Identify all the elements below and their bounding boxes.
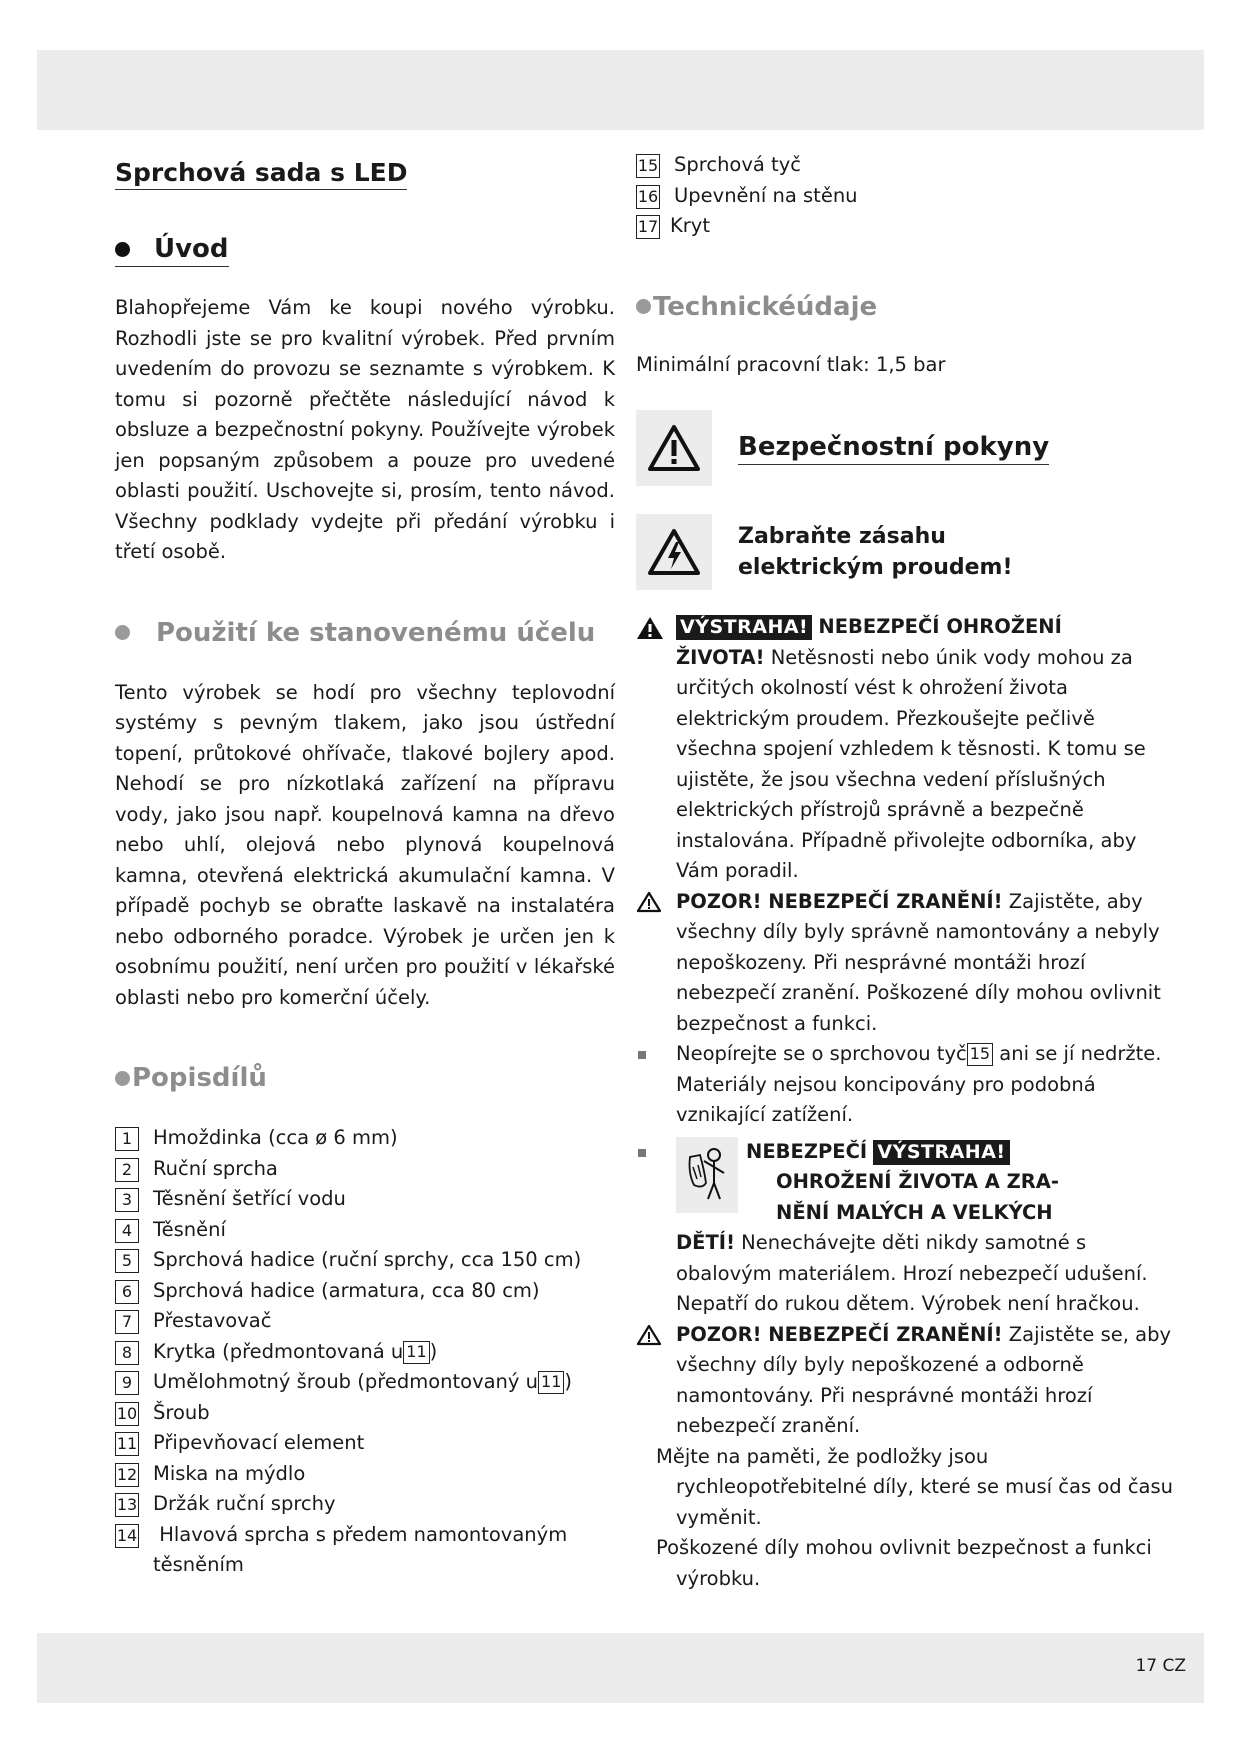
- tech-heading: [636, 292, 877, 324]
- right-column: [636, 150, 1176, 1594]
- part-label-suffix: ): [429, 1339, 438, 1363]
- list-item: [115, 1276, 615, 1307]
- part-label-suffix: ): [564, 1370, 572, 1393]
- list-item: [115, 1459, 615, 1490]
- part-number: 12: [115, 1463, 139, 1487]
- part-number: 16: [636, 185, 660, 209]
- warning-text-cont: ani se jí nedržte. Materiály nejsou koncipovány pro podobná vznikající zatížení.: [676, 1042, 1162, 1126]
- warning-injury-1: [636, 887, 1176, 1040]
- bullet-icon: [115, 242, 130, 257]
- part-number: 13: [115, 1493, 139, 1517]
- warning-text: Neopírejte se o sprchovou tyč: [676, 1042, 967, 1065]
- parts-list-continued: [636, 150, 1176, 242]
- part-number: 2: [115, 1158, 139, 1182]
- warning-triangle-icon: [636, 1324, 662, 1346]
- part-label: [153, 1367, 572, 1398]
- part-number: 10: [115, 1402, 139, 1426]
- left-column: [115, 150, 615, 1581]
- part-number: 17: [636, 215, 660, 239]
- warning-triangle-icon: [646, 423, 702, 473]
- child-with-bag-icon: [684, 1143, 730, 1207]
- part-number: 9: [115, 1371, 139, 1395]
- list-item: [115, 1306, 615, 1337]
- part-label-text: Umělohmotný šroub (předmontovaný u: [153, 1370, 539, 1393]
- damaged-parts-note: Poškozené díly mohou ovlivnit bezpečnost a funkci výrobku.: [656, 1536, 1152, 1590]
- warning-title-prefix: NEBEZPEČÍ: [746, 1139, 868, 1163]
- list-item: [636, 150, 1176, 181]
- list-item: [115, 1245, 615, 1276]
- part-label: Sprchová tyč: [674, 153, 801, 176]
- page-number: 17 CZ: [1135, 1656, 1186, 1676]
- part-label: Hlavová sprcha s předem namontovaným těsněním: [153, 1522, 574, 1576]
- part-label: Těsnění: [153, 1217, 226, 1241]
- part-label: Přestavovač: [153, 1309, 272, 1332]
- tech-text: Minimální pracovní tlak: 1,5 bar: [636, 352, 946, 376]
- part-label: Šroub: [153, 1400, 210, 1424]
- intro-heading: [115, 234, 229, 267]
- list-item: [115, 1154, 615, 1185]
- warning-title-cont: NĚNÍ MALÝCH A VELKÝCH: [776, 1200, 1053, 1224]
- washer-note: Mějte na paměti, že podložky jsou rychleopotřebitelné díly, které se musí čas od času vyměnit.: [656, 1444, 1174, 1529]
- list-item: [115, 1123, 615, 1154]
- intro-text: Blahopřejeme Vám ke koupi nového výrobku. Rozhodli jste se pro kvalitní výrobek. Před prvním uvedením do provozu se seznamte s výrobkem. K tomu si pozorně přečtěte následující návod k obsluze a bezpečnostní pokyny. Používejte výrobek jen popsaným způsobem a pouze pro uvedené oblasti použití. Uschovejte si, prosím, tento návod. Všechny podklady vydejte při předání výrobku i třetí osobě.: [115, 296, 615, 563]
- part-reference: 11: [538, 1371, 564, 1394]
- part-label: Hmoždinka (cca ø 6 mm): [153, 1126, 398, 1149]
- intended-use-heading-text: Použití ke stanovenému účelu: [156, 617, 596, 648]
- warning-text: Nenechávejte děti nikdy samotné s obalovým materiálem. Hrozí nebezpečí udušení. Nepatří do rukou dětem. Výrobek není hračkou.: [676, 1231, 1148, 1315]
- electric-sign: [636, 514, 712, 590]
- warning-title-cont: ŽIVOTA!: [676, 645, 765, 669]
- list-item: [115, 1428, 615, 1459]
- warning-injury-2: [636, 1320, 1176, 1442]
- warning-text: Zajistěte se, aby všechny díly byly nepoškozené a odborně namontovány. Při nesprávné montáži hrozí nebezpečí zranění.: [676, 1322, 1171, 1437]
- warning-electric-shock: [636, 612, 1176, 887]
- part-number: 3: [115, 1188, 139, 1212]
- list-item: [115, 1215, 615, 1246]
- warning-text: Zajistěte, aby všechny díly byly správně namontovány a nebyly nepoškozeny. Při nesprávné montáži hrozí nebezpečí zranění. Poškozené díly mohou ovlivnit bezpečnost a funkci.: [676, 889, 1161, 1035]
- part-number: 11: [115, 1432, 139, 1456]
- safety-heading-row: [636, 410, 1176, 486]
- part-label: Držák ruční sprchy: [153, 1492, 336, 1515]
- header-band: [37, 50, 1204, 130]
- list-item: [115, 1337, 615, 1368]
- part-label-text: Krytka (předmontovaná u: [153, 1339, 404, 1363]
- intended-use-heading: [115, 618, 595, 650]
- electric-warning-line2: elektrickým proudem!: [738, 555, 1013, 580]
- electric-warning-text: [738, 521, 1013, 583]
- part-number: 1: [115, 1127, 139, 1151]
- list-item: [115, 1184, 615, 1215]
- part-number: 14: [115, 1524, 139, 1548]
- warning-triangle-icon: [636, 891, 662, 913]
- parts-heading: [115, 1063, 267, 1095]
- warning-text: Netěsnosti nebo únik vody mohou za určitých okolností vést k ohrožení života elektrickým proudem. Přezkoušejte pečlivě všechna spojení vzhledem k těsnosti. K tomu se ujistěte, že jsou všechna vedení příslušných elektrických přístrojů správně a bezpečně instalována. Případně přivolejte odborníka, aby Vám poradil.: [676, 645, 1146, 882]
- list-item: [115, 1367, 615, 1398]
- tech-heading-text: Technickéúdaje: [653, 291, 878, 322]
- safety-heading: Bezpečnostní pokyny: [738, 432, 1049, 465]
- part-label: Těsnění šetřící vodu: [153, 1187, 346, 1210]
- document-title: Sprchová sada s LED: [115, 158, 407, 190]
- part-number: 5: [115, 1249, 139, 1273]
- part-number: 8: [115, 1341, 139, 1365]
- part-label: Upevnění na stěnu: [674, 183, 858, 207]
- part-label: Sprchová hadice (ruční sprchy, cca 150 cm): [153, 1248, 582, 1271]
- intended-use-text: Tento výrobek se hodí pro všechny teplovodní systémy s pevným tlakem, jako jsou ústřední topení, průtokové ohřívače, tlakové bojlery apod. Nehodí se pro nízkotlaká zařízení na přípravu vody, jako jsou např. koupelnová kamna na dřevo nebo uhlí, olejová nebo plynová koupelnová kamna, otevřená elektrická akumulační kamna. V případě pochyb se obraťte laskavě na instalatéra nebo odborného poradce. Výrobek je určen jen k osobnímu použití, není určen pro použití v lékařské oblasti nebo pro komerční účely.: [115, 680, 615, 1009]
- list-item: [115, 1398, 615, 1429]
- list-item: [636, 211, 1176, 242]
- part-label: Sprchová hadice (armatura, cca 80 cm): [153, 1278, 540, 1302]
- warning-title: POZOR! NEBEZPEČÍ ZRANĚNÍ!: [676, 889, 1003, 913]
- warning-children: [636, 1137, 1176, 1320]
- warning-title: OHROŽENÍ ŽIVOTA A ZRA-: [776, 1170, 1059, 1193]
- list-item: [115, 1520, 615, 1581]
- electric-warning-line1: Zabraňte zásahu: [738, 524, 946, 549]
- electric-warning-row: [636, 514, 1176, 590]
- warning-filled-icon: [636, 616, 664, 640]
- part-label: Ruční sprcha: [153, 1156, 278, 1180]
- intro-heading-text: Úvod: [154, 234, 229, 264]
- bullet-icon: [115, 1071, 130, 1086]
- child-warning-sign: [676, 1137, 738, 1213]
- warning-title: POZOR! NEBEZPEČÍ ZRANĚNÍ!: [676, 1322, 1003, 1346]
- part-label: Kryt: [670, 214, 710, 237]
- high-voltage-icon: [646, 527, 702, 577]
- part-number: 4: [115, 1219, 139, 1243]
- warning-title: NEBEZPEČÍ OHROŽENÍ: [818, 615, 1062, 638]
- parts-heading-text: Popisdílů: [132, 1063, 267, 1093]
- part-label: Miska na mýdlo: [153, 1461, 306, 1485]
- warning-sign: [636, 410, 712, 486]
- part-number: 15: [636, 154, 660, 178]
- warning-title-end: DĚTÍ!: [676, 1231, 735, 1254]
- vystraha-badge: VÝSTRAHA!: [873, 1140, 1009, 1165]
- square-bullet-icon: [638, 1051, 646, 1059]
- part-number: 7: [115, 1310, 139, 1334]
- bullet-icon: [115, 625, 130, 640]
- list-item: [636, 181, 1176, 212]
- list-item: [115, 1489, 615, 1520]
- warning-shower-rod: [636, 1039, 1176, 1131]
- part-number: 6: [115, 1280, 139, 1304]
- parts-list: [115, 1123, 615, 1581]
- footer-band: [37, 1633, 1204, 1703]
- vystraha-badge: VÝSTRAHA!: [676, 615, 812, 640]
- part-reference: 15: [967, 1043, 993, 1066]
- part-label: [153, 1337, 437, 1368]
- part-reference: 11: [403, 1341, 429, 1364]
- bullet-icon: [636, 299, 651, 314]
- square-bullet-icon: [638, 1149, 646, 1157]
- part-label: Připevňovací element: [153, 1431, 365, 1454]
